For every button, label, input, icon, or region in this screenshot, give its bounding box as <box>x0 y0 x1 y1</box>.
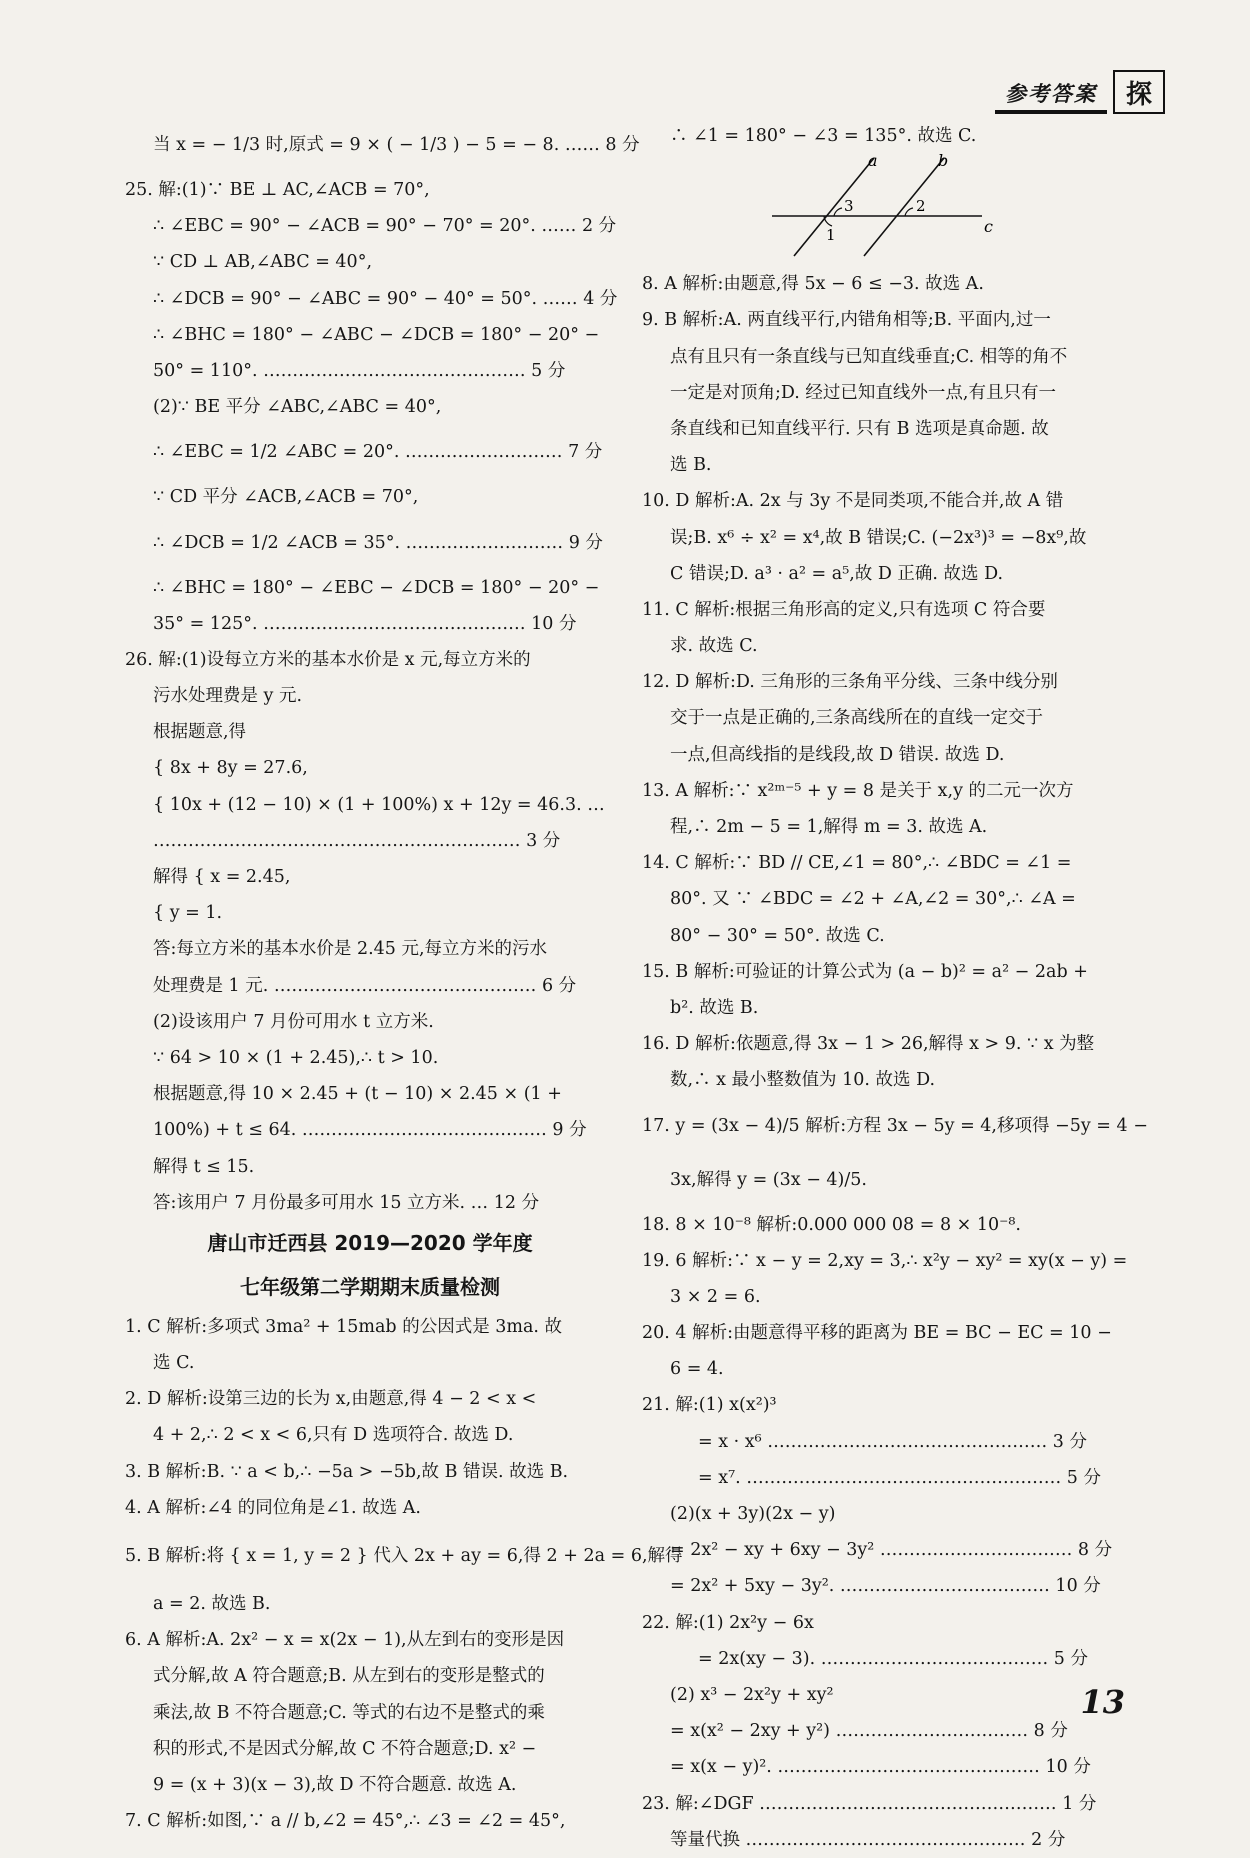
answer-line: (2) x³ − 2x²y + xy² <box>670 1684 834 1705</box>
answer-line: 18. 8 × 10⁻⁸ 解析:0.000 000 08 = 8 × 10⁻⁸. <box>642 1214 1021 1235</box>
answer-line: 条直线和已知直线平行. 只有 B 选项是真命题. 故 <box>670 418 1049 439</box>
answer-line: (2)设该用户 7 月份可用水 t 立方米. <box>153 1011 434 1032</box>
answer-line: ∵ 64 > 10 × (1 + 2.45),∴ t > 10. <box>153 1047 439 1068</box>
answer-line: = x · x⁶ ………………………………………… 3 分 <box>698 1431 1087 1452</box>
answer-line: b². 故选 B. <box>670 997 759 1018</box>
answer-line: ∴ ∠1 = 180° − ∠3 = 135°. 故选 C. <box>670 126 977 146</box>
answer-line: 3 × 2 = 6. <box>670 1286 761 1307</box>
answer-line: 17. y = (3x − 4)/5 解析:方程 3x − 5y = 4,移项得 −5y = 4 − <box>642 1115 1148 1136</box>
answer-line: 一定是对顶角;D. 经过已知直线外一点,有且只有一 <box>670 382 1056 403</box>
label-angle3: 3 <box>844 197 854 216</box>
answer-line: 乘法,故 B 不符合题意;C. 等式的右边不是整式的乘 <box>153 1702 545 1723</box>
answer-line: ∴ ∠DCB = 1/2 ∠ACB = 35°. ……………………… 9 分 <box>153 532 603 553</box>
answer-line: ∴ ∠BHC = 180° − ∠EBC − ∠DCB = 180° − 20° − <box>153 577 600 598</box>
answer-line: (2)(x + 3y)(2x − y) <box>670 1504 836 1524</box>
answer-line: = x(x² − 2xy + y²) …………………………… 8 分 <box>670 1721 1068 1742</box>
answer-line: = 2x(xy − 3). ………………………………… 5 分 <box>698 1648 1088 1669</box>
answer-line: 处理费是 1 元. ……………………………………… 6 分 <box>153 975 577 996</box>
label-b: b <box>938 151 949 171</box>
answer-line: = 2x² + 5xy − 3y². ……………………………… 10 分 <box>670 1576 1101 1597</box>
answer-line: ∴ ∠EBC = 1/2 ∠ABC = 20°. ……………………… 7 分 <box>153 442 603 463</box>
answer-line: 3. B 解析:B. ∵ a < b,∴ −5a > −5b,故 B 错误. 故选 B. <box>125 1461 569 1482</box>
answer-line: 12. D 解析:D. 三角形的三条角平分线、三条中线分别 <box>642 672 1058 693</box>
answer-line: 2. D 解析:设第三边的长为 x,由题意,得 4 − 2 < x < <box>125 1389 537 1410</box>
answer-line: 26. 解:(1)设每立方米的基本水价是 x 元,每立方米的 <box>125 649 531 670</box>
answer-line: 答:该用户 7 月份最多可用水 15 立方米. … 12 分 <box>153 1192 540 1213</box>
parallel-lines-figure <box>772 151 1002 264</box>
answer-line: 七年级第二学期期末质量检测 <box>240 1274 500 1299</box>
answer-line: = x(x − y)². ……………………………………… 10 分 <box>670 1757 1091 1778</box>
page-header <box>995 78 1165 114</box>
answer-line: 答:每立方米的基本水价是 2.45 元,每立方米的污水 <box>153 939 548 960</box>
answer-line: 11. C 解析:根据三角形高的定义,只有选项 C 符合要 <box>642 599 1046 620</box>
answer-line: ∴ ∠EBC = 90° − ∠ACB = 90° − 70° = 20°. …… 2 分 <box>153 216 617 237</box>
label-c: c <box>984 217 993 237</box>
answer-line: 6. A 解析:A. 2x² − x = x(2x − 1),从左到右的变形是因 <box>125 1630 565 1651</box>
answer-line: 等量代换 ………………………………………… 2 分 <box>670 1829 1066 1850</box>
answer-line: 15. B 解析:可验证的计算公式为 (a − b)² = a² − 2ab + <box>642 961 1088 982</box>
answer-line: 13. A 解析:∵ x²ᵐ⁻⁵ + y = 8 是关于 x,y 的二元一次方 <box>642 780 1074 801</box>
answer-line: ∴ ∠DCB = 90° − ∠ABC = 90° − 40° = 50°. …… 4 分 <box>153 288 618 309</box>
answer-line: 求. 故选 C. <box>670 636 758 657</box>
answer-line: 16. D 解析:依题意,得 3x − 1 > 26,解得 x > 9. ∵ x 为整 <box>642 1034 1095 1055</box>
answer-line: = 2x² − xy + 6xy − 3y² …………………………… 8 分 <box>670 1540 1113 1561</box>
answer-line: 解得 t ≤ 15. <box>153 1156 255 1177</box>
label-angle1: 1 <box>826 226 836 245</box>
answer-line: 4 + 2,∴ 2 < x < 6,只有 D 选项符合. 故选 D. <box>153 1425 514 1446</box>
answer-line: 程,∴ 2m − 5 = 1,解得 m = 3. 故选 A. <box>670 817 988 837</box>
answer-line: 21. 解:(1) x(x²)³ <box>642 1395 777 1416</box>
answer-line: 当 x = − 1/3 时,原式 = 9 × ( − 1/3 ) − 5 = − 8. …… 8 分 <box>153 135 640 155</box>
answer-line: a = 2. 故选 B. <box>153 1594 271 1614</box>
answer-line: 50° = 110°. ……………………………………… 5 分 <box>153 360 566 381</box>
answer-line: 污水处理费是 y 元. <box>153 686 303 707</box>
answer-line: 7. C 解析:如图,∵ a // b,∠2 = 45°,∴ ∠3 = ∠2 = 45°, <box>125 1811 566 1832</box>
answer-line: 5. B 解析:将 { x = 1, y = 2 } 代入 2x + ay = 6,得 2 + 2a = 6,解得 <box>125 1546 683 1566</box>
answer-line: 19. 6 解析:∵ x − y = 2,xy = 3,∴ x²y − xy² = xy(x − y) = <box>642 1250 1128 1271</box>
header-title: 参考答案 <box>995 78 1107 114</box>
page-number: 13 <box>1080 1683 1125 1721</box>
answer-line: 唐山市迁西县 2019—2020 学年度 <box>207 1230 533 1255</box>
answer-line: ∵ CD ⊥ AB,∠ABC = 40°, <box>153 252 373 273</box>
answer-line: ……………………………………………………… 3 分 <box>153 830 561 851</box>
angle3-arc <box>834 208 842 216</box>
answer-line: { 8x + 8y = 27.6, <box>153 758 308 779</box>
answer-line: 根据题意,得 <box>153 722 247 743</box>
answer-line: ∴ ∠BHC = 180° − ∠ABC − ∠DCB = 180° − 20° − <box>153 324 600 345</box>
answer-line: 交于一点是正确的,三条高线所在的直线一定交于 <box>670 708 1044 729</box>
answer-line: C 错误;D. a³ · a² = a⁵,故 D 正确. 故选 D. <box>670 563 1004 584</box>
answer-line: 积的形式,不是因式分解,故 C 不符合题意;D. x² − <box>153 1738 537 1759</box>
answer-line: 20. 4 解析:由题意得平移的距离为 BE = BC − EC = 10 − <box>642 1323 1112 1344</box>
answer-line: 35° = 125°. ……………………………………… 10 分 <box>153 613 577 634</box>
answer-line: 1. C 解析:多项式 3ma² + 15mab 的公因式是 3ma. 故 <box>125 1316 563 1337</box>
answer-line: 22. 解:(1) 2x²y − 6x <box>642 1612 814 1633</box>
answer-line: { y = 1. <box>153 903 223 924</box>
answer-line: ∵ CD 平分 ∠ACB,∠ACB = 70°, <box>153 487 419 508</box>
left-column <box>125 118 683 1839</box>
answer-line: 6 = 4. <box>670 1359 724 1380</box>
answer-line: 一点,但高线指的是线段,故 D 错误. 故选 D. <box>670 744 1005 765</box>
answer-line: 4. A 解析:∠4 的同位角是∠1. 故选 A. <box>125 1497 421 1518</box>
label-angle2: 2 <box>916 197 926 216</box>
answer-line: 10. D 解析:A. 2x 与 3y 不是同类项,不能合并,故 A 错 <box>642 491 1064 512</box>
answer-line: 数,∴ x 最小整数值为 10. 故选 D. <box>670 1070 936 1091</box>
answer-line: 9. B 解析:A. 两直线平行,内错角相等;B. 平面内,过一 <box>642 310 1051 331</box>
label-a: a <box>868 151 878 171</box>
answer-line: 点有且只有一条直线与已知直线垂直;C. 相等的角不 <box>670 346 1068 367</box>
answer-line: 解得 { x = 2.45, <box>153 867 291 887</box>
answer-line: 式分解,故 A 符合题意;B. 从左到右的变形是整式的 <box>153 1666 545 1687</box>
answer-line: 8. A 解析:由题意,得 5x − 6 ≤ −3. 故选 A. <box>642 274 984 295</box>
answer-line: 3x,解得 y = (3x − 4)/5. <box>670 1169 867 1190</box>
answer-line: 80° − 30° = 50°. 故选 C. <box>670 925 885 946</box>
angle2-arc <box>905 208 913 216</box>
answer-line: 25. 解:(1)∵ BE ⊥ AC,∠ACB = 70°, <box>125 180 430 200</box>
answer-line: 100%) + t ≤ 64. …………………………………… 9 分 <box>153 1120 587 1141</box>
answer-line: = x⁷. ……………………………………………… 5 分 <box>698 1467 1101 1488</box>
answer-line: 误;B. x⁶ ÷ x² = x⁴,故 B 错误;C. (−2x³)³ = −8x⁹,故 <box>670 527 1087 548</box>
right-column <box>642 118 1148 1858</box>
answer-line: 根据题意,得 10 × 2.45 + (t − 10) × 2.45 × (1 + <box>153 1084 562 1105</box>
answer-line: 选 C. <box>153 1353 195 1374</box>
answer-line: 80°. 又 ∵ ∠BDC = ∠2 + ∠A,∠2 = 30°,∴ ∠A = <box>670 889 1076 910</box>
answer-line: 23. 解:∠DGF …………………………………………… 1 分 <box>642 1793 1097 1814</box>
answer-line: 9 = (x + 3)(x − 3),故 D 不符合题意. 故选 A. <box>153 1774 517 1795</box>
answer-line: 选 B. <box>670 455 712 476</box>
parallel-lines-diagram <box>642 151 1132 266</box>
answer-line: 14. C 解析:∵ BD // CE,∠1 = 80°,∴ ∠BDC = ∠1 = <box>642 853 1072 874</box>
brand-logo-icon: 探 <box>1113 70 1165 114</box>
answer-line: (2)∵ BE 平分 ∠ABC,∠ABC = 40°, <box>153 397 442 418</box>
answer-line: { 10x + (12 − 10) × (1 + 100%) x + 12y = 46.3. … <box>153 794 605 815</box>
line-b <box>864 158 944 256</box>
